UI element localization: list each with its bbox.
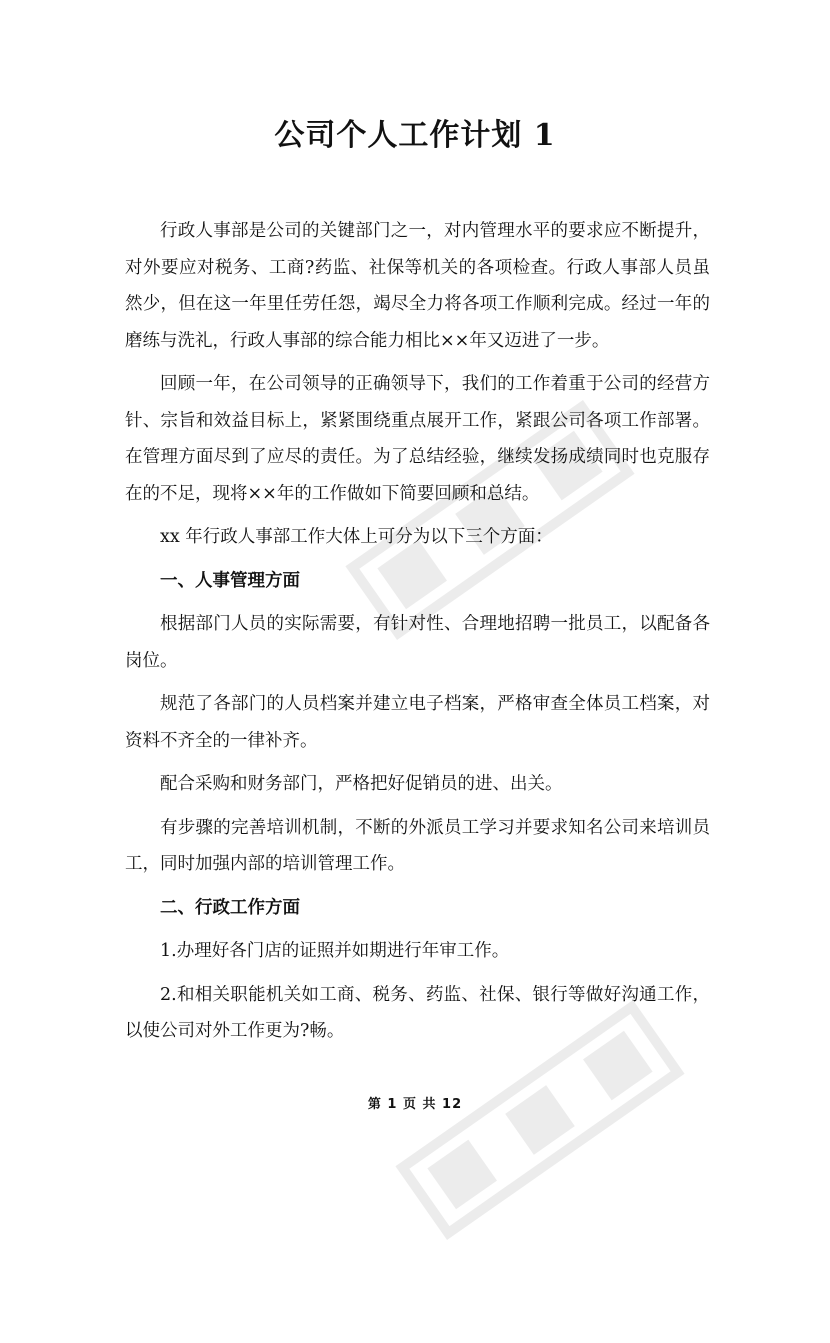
paragraph: 根据部门人员的实际需要，有针对性、合理地招聘一批员工，以配备各岗位。 <box>125 614 710 671</box>
document-title: 公司个人工作计划 1 <box>274 118 556 153</box>
paragraph: 回顾一年，在公司领导的正确领导下，我们的工作着重于公司的经营方针、宗旨和效益目标上，紧紧围绕重点展开工作，紧跟公司各项工作部署。在管理方面尽到了应尽的责任。为了总结经验，继续发扬成绩同时也克服存在的不足，现将××年的工作做如下简要回顾和总结。 <box>125 374 710 504</box>
paragraph: 有步骤的完善培训机制，不断的外派员工学习并要求知名公司来培训员工，同时加强内部的培训管理工作。 <box>125 817 710 874</box>
paragraph: 行政人事部是公司的关键部门之一，对内管理水平的要求应不断提升，对外要应对税务、工商?药监、社保等机关的各项检查。行政人事部人员虽然少，但在这一年里任劳任怨，竭尽全力将各项工作顺利完成。经过一年的磨练与洗礼，行政人事部的综合能力相比××年又迈进了一步。 <box>125 221 710 351</box>
paragraph: xx 年行政人事部工作大体上可分为以下三个方面： <box>160 527 553 547</box>
document-body <box>125 213 710 1057</box>
paragraph: 配合采购和财务部门，严格把好促销员的进、出关。 <box>160 774 563 794</box>
paragraph: 2.和相关职能机关如工商、税务、药监、社保、银行等做好沟通工作，以使公司对外工作更为?畅。 <box>125 984 710 1041</box>
page-number-footer: 第 1 页 共 12 <box>367 1097 463 1112</box>
paragraph: 1.办理好各门店的证照并如期进行年审工作。 <box>160 941 510 961</box>
section-heading: 一、人事管理方面 <box>160 570 300 591</box>
paragraph: 规范了各部门的人员档案并建立电子档案，严格审查全体员工档案，对资料不齐全的一律补齐。 <box>125 694 710 751</box>
section-heading: 二、行政工作方面 <box>160 897 300 918</box>
